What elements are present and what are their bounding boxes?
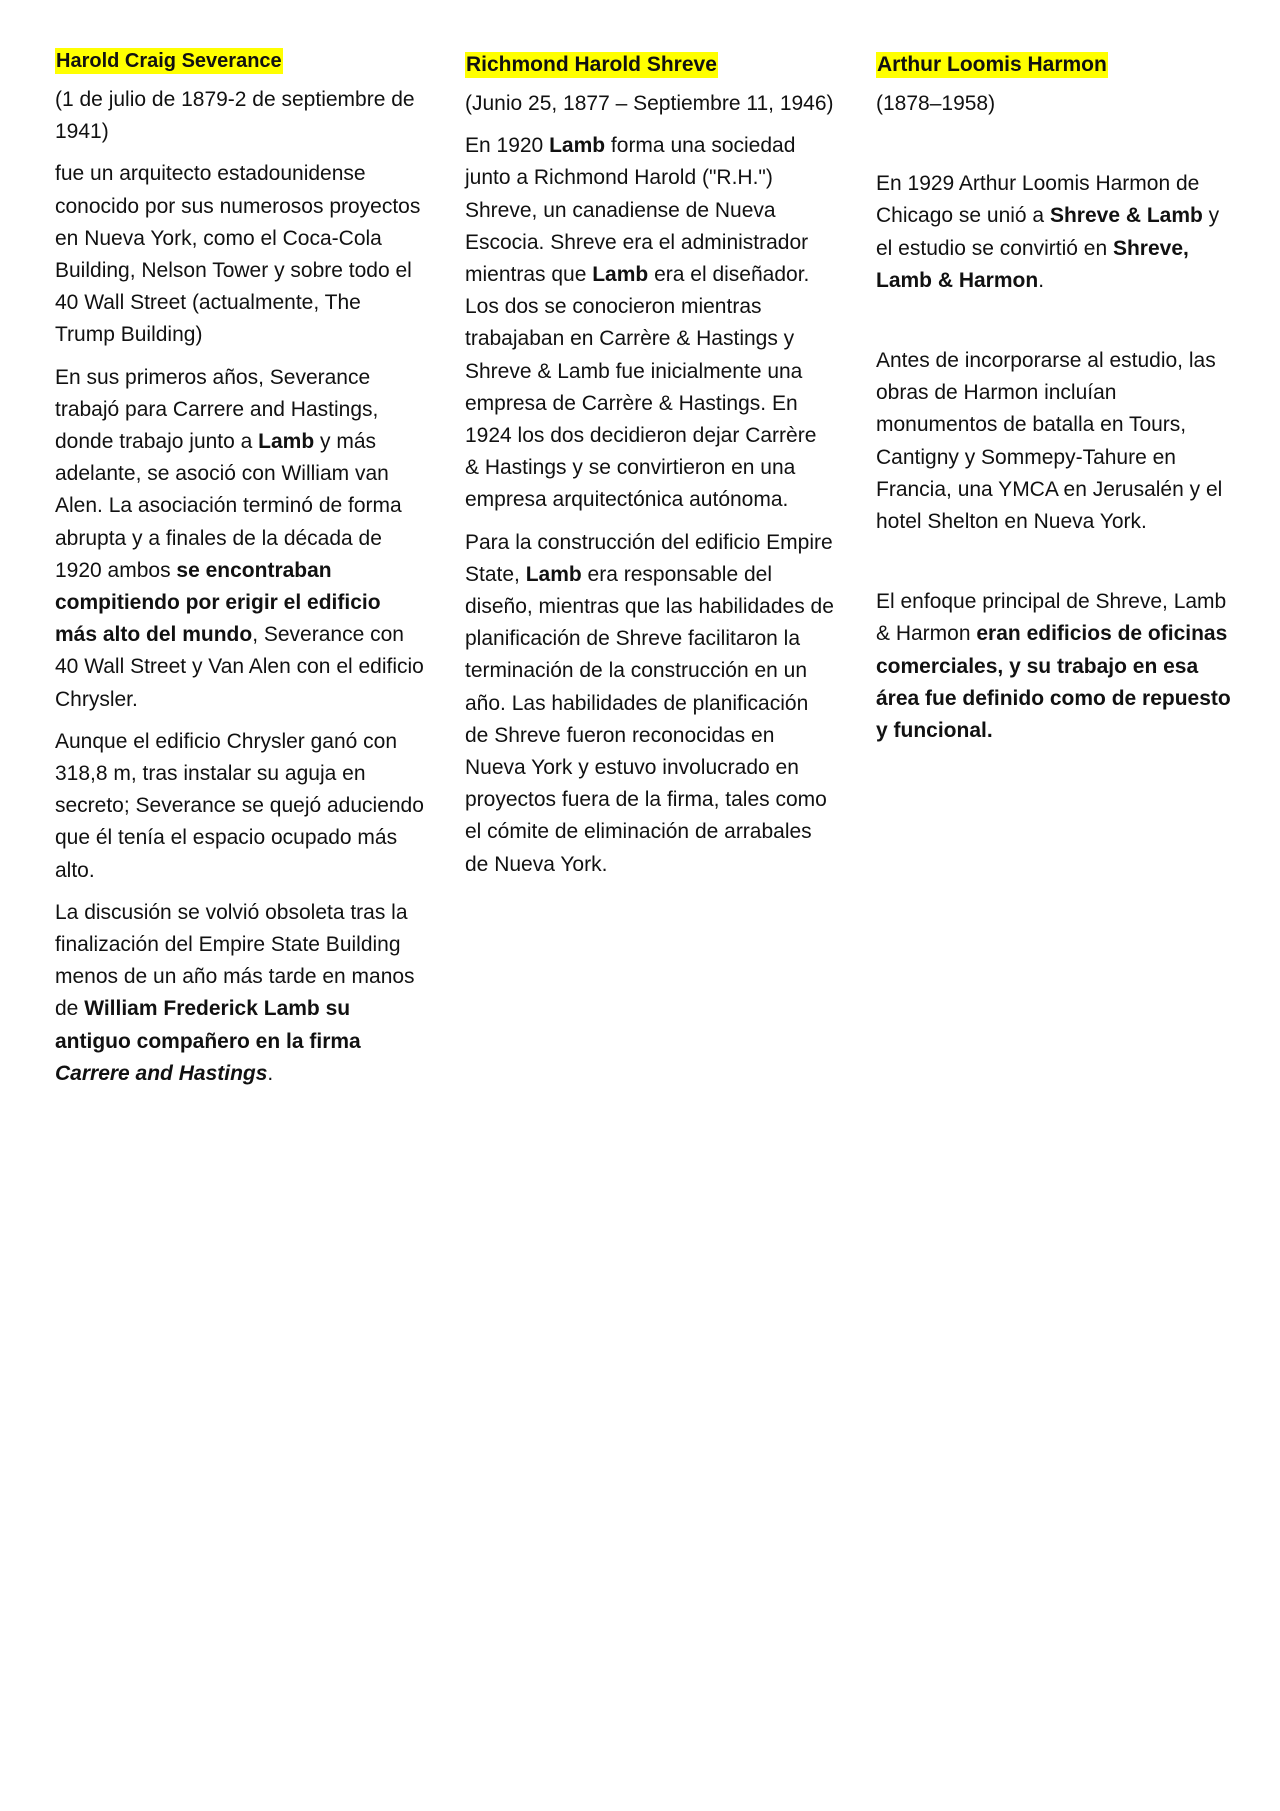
paragraph-harmon-works: Antes de incorporarse al estudio, las obras de Harmon incluían monumentos de batalla en Tours, Cantigny y Sommepy-Tahure en Francia, una YMCA en Jerusalén y el hotel Shelton en Nueva York. — [876, 349, 1223, 534]
paragraph-severance-empire: La discusión se volvió obsoleta tras la finalización del Empire State Building menos de un año más tarde en manos de William Frederick Lamb su antiguo compañero en la firma Carrere and Hastings. — [55, 900, 415, 1085]
paragraph-severance-chrysler: Aunque el edificio Chrysler ganó con 318,8 m, tras instalar su aguja en secreto; Severance se quejó aduciendo que él tenía el espacio ocupado más alto. — [55, 729, 424, 882]
paragraph-shreve-empire: Para la construcción del edificio Empire State, Lamb era responsable del diseño, mientras que las habilidades de planificación de Shreve facilitaron la terminación de la construcción en un año. Las habilidades de planificación de Shreve fueron reconocidas en Nueva York y estuvo involucrado en proyectos fuera de la firma, tales como el cómite de eliminación de arrabales de Nueva York. — [465, 530, 834, 876]
spacer — [876, 130, 1241, 168]
paragraph-severance-career: En sus primeros años, Severance trabajó para Carrere and Hastings, donde trabajo junto a Lamb y más adelante, se asoció con William van Alen. La asociación terminó de forma abrupta y a finales de la década de 1920 ambos se encontraban compitiendo por erigir el edificio más alto del mundo, Severance con 40 Wall Street y Van Alen con el edificio Chrysler. — [55, 365, 424, 711]
dates-harmon: (1878–1958) — [876, 92, 996, 115]
heading-severance: Harold Craig Severance — [56, 50, 282, 72]
dates-shreve: (Junio 25, 1877 – Septiembre 11, 1946) — [465, 92, 834, 115]
spacer — [876, 548, 1241, 586]
paragraph-harmon-join: En 1929 Arthur Loomis Harmon de Chicago se unió a Shreve & Lamb y el estudio se convirtió en Shreve, Lamb & Harmon. — [876, 172, 1220, 292]
column-severance — [55, 48, 425, 1100]
paragraph-harmon-focus: El enfoque principal de Shreve, Lamb & Harmon eran edificios de oficinas comerciales, y su trabajo en esa área fue definido como de repuesto y funcional. — [876, 590, 1231, 743]
dates-severance: (1 de julio de 1879-2 de septiembre de 1941) — [55, 88, 415, 144]
heading-harmon: Arthur Loomis Harmon — [877, 53, 1107, 76]
spacer — [876, 307, 1241, 345]
paragraph-shreve-partnership: En 1920 Lamb forma una sociedad junto a Richmond Harold ("R.H.") Shreve, un canadiense de Nueva Escocia. Shreve era el administrador mientras que Lamb era el diseñador. Los dos se conocieron mientras trabajaban en Carrère & Hastings y Shreve & Lamb fue inicialmente una empresa de Carrère & Hastings. En 1924 los dos decidieron dejar Carrère & Hastings y se convirtieron en una empresa arquitectónica autónoma. — [465, 134, 817, 512]
paragraph-severance-intro: fue un arquitecto estadounidense conocido por sus numerosos proyectos en Nueva York, como el Coca-Cola Building, Nelson Tower y sobre todo el 40 Wall Street (actualmente, The Trump Building) — [55, 162, 421, 347]
column-harmon — [876, 48, 1241, 757]
column-shreve — [465, 48, 835, 891]
heading-shreve: Richmond Harold Shreve — [466, 53, 717, 76]
